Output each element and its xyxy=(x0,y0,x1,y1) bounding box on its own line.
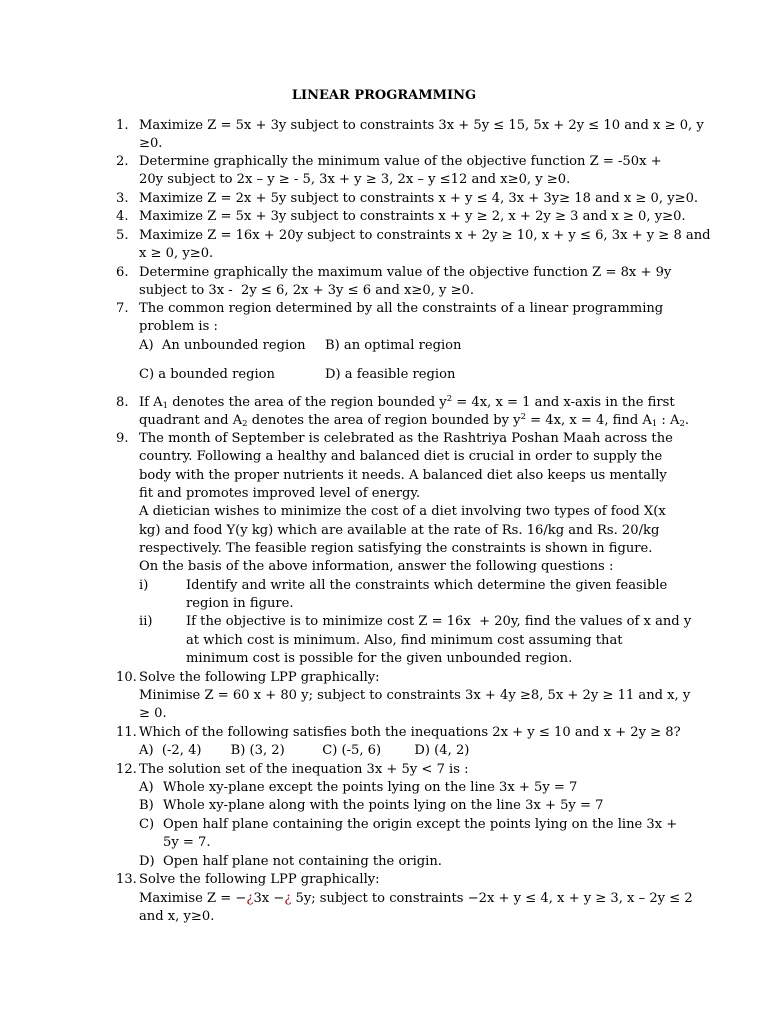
question-number: 1. xyxy=(116,118,129,133)
option-b: B) an optimal region xyxy=(325,338,462,353)
question-text: Maximize Z = 16x + 20y subject to constraints x + 2y ≥ 10, x + y ≤ 6, 3x + y ≥ 8 and xyxy=(139,228,711,243)
option-label: C) xyxy=(139,817,155,832)
question-number: 8. xyxy=(116,395,129,410)
question-text: On the basis of the above information, answer the following questions : xyxy=(139,559,614,574)
sub-question-text: If the objective is to minimize cost Z = 16x + 20y, find the values of x and y xyxy=(186,614,692,629)
question-number: 9. xyxy=(116,431,129,446)
option-d: Open half plane not containing the origin. xyxy=(163,854,442,869)
question-text: A dietician wishes to minimize the cost of a diet involving two types of food X(x xyxy=(139,504,666,519)
question-number: 7. xyxy=(116,301,129,316)
question-text: Solve the following LPP graphically: xyxy=(139,670,380,685)
question-number: 4. xyxy=(116,209,129,224)
question-text: Maximize Z = 5x + 3y subject to constraints x + y ≥ 2, x + 2y ≥ 3 and x ≥ 0, y≥0. xyxy=(139,209,686,224)
question-text: country. Following a healthy and balanced diet is crucial in order to supply the xyxy=(139,449,663,464)
option-label: A) xyxy=(139,780,154,795)
sub-question-number: ii) xyxy=(139,614,153,629)
question-text: Determine graphically the minimum value of the objective function Z = -50x + xyxy=(139,154,662,169)
option-c: 5y = 7. xyxy=(163,835,211,850)
option-d: D) a feasible region xyxy=(325,367,456,382)
sub-question-text: region in figure. xyxy=(186,596,294,611)
question-text: Maximize Z = 2x + 5y subject to constraints x + y ≤ 4, 3x + 3y≥ 18 and x ≥ 0, y≥0. xyxy=(139,191,699,206)
page-title: LINEAR PROGRAMMING xyxy=(291,88,477,103)
question-text: If $A_1$ denotes the area of the region bounded $y^2 = 4x$, x = 1 and x-axis in the first xyxy=(139,394,675,411)
sub-question-text: Identify and write all the constraints which determine the given feasible xyxy=(186,578,668,593)
question-number: 5. xyxy=(116,228,129,243)
question-options: A) (-2, 4) B) (3, 2) C) (-5, 6) D) (4, 2) xyxy=(139,743,470,758)
sub-question-number: i) xyxy=(139,578,149,593)
question-text: x ≥ 0, y≥0. xyxy=(139,246,214,261)
question-number: 10. xyxy=(116,670,137,685)
question-text: The solution set of the inequation 3x + 5y < 7 is : xyxy=(139,762,469,777)
question-text: Maximise Z = −¿3x −¿ 5y; subject to constraints −2x + y ≤ 4, x + y ≥ 3, x – 2y ≤ 2 xyxy=(139,891,693,906)
option-a: Whole xy-plane except the points lying on the line 3x + 5y = 7 xyxy=(163,780,578,795)
question-text: Minimise Z = 60 x + 80 y; subject to constraints 3x + 4y ≥8, 5x + 2y ≥ 11 and x, y xyxy=(139,688,691,703)
question-text: and x, y≥0. xyxy=(139,909,215,924)
question-number: 3. xyxy=(116,191,129,206)
question-text: Solve the following LPP graphically: xyxy=(139,872,380,887)
question-number: 11. xyxy=(116,725,137,740)
question-text: ≥0. xyxy=(139,136,163,151)
question-number: 12. xyxy=(116,762,137,777)
option-a: A) An unbounded region xyxy=(139,338,306,353)
question-text: kg) and food Y(y kg) which are available at the rate of Rs. 16/kg and Rs. 20/kg xyxy=(139,523,660,538)
question-text: ≥ 0. xyxy=(139,706,167,721)
sub-question-text: minimum cost is possible for the given unbounded region. xyxy=(186,651,573,666)
question-text: body with the proper nutrients it needs. A balanced diet also keeps us mentally xyxy=(139,468,667,483)
question-text: fit and promotes improved level of energy. xyxy=(139,486,421,501)
question-text: Determine graphically the maximum value of the objective function Z = 8x + 9y xyxy=(139,265,672,280)
question-text: 20y subject to 2x – y ≥ - 5, 3x + y ≥ 3, 2x – y ≤12 and x≥0, y ≥0. xyxy=(139,172,571,187)
option-c: Open half plane containing the origin except the points lying on the line 3x + xyxy=(163,817,678,832)
sub-question-text: at which cost is minimum. Also, find minimum cost assuming that xyxy=(186,633,623,648)
question-text: Maximize Z = 5x + 3y subject to constraints 3x + 5y ≤ 15, 5x + 2y ≤ 10 and x ≥ 0, y xyxy=(139,118,704,133)
question-text: problem is : xyxy=(139,319,218,334)
question-text: subject to 3x - 2y ≤ 6, 2x + 3y ≤ 6 and x≥0, y ≥0. xyxy=(139,283,475,298)
option-c: C) a bounded region xyxy=(139,367,275,382)
option-b: Whole xy-plane along with the points lying on the line 3x + 5y = 7 xyxy=(163,798,604,813)
question-text: Which of the following satisfies both the inequations 2x + y ≤ 10 and x + 2y ≥ 8? xyxy=(139,725,681,740)
question-text: The month of September is celebrated as the Rashtriya Poshan Maah across the xyxy=(139,431,673,446)
question-number: 6. xyxy=(116,265,129,280)
option-label: B) xyxy=(139,798,154,813)
question-text: quadrant and $A_2$ denotes the area of region bounded by $y^2 = 4x$, x = 4, find $A_1$ : $A_2$. xyxy=(139,412,690,429)
question-text: The common region determined by all the constraints of a linear programming xyxy=(139,301,664,316)
question-number: 13. xyxy=(116,872,137,887)
question-number: 2. xyxy=(116,154,129,169)
option-label: D) xyxy=(139,854,155,869)
question-text: respectively. The feasible region satisfying the constraints is shown in figure. xyxy=(139,541,653,556)
